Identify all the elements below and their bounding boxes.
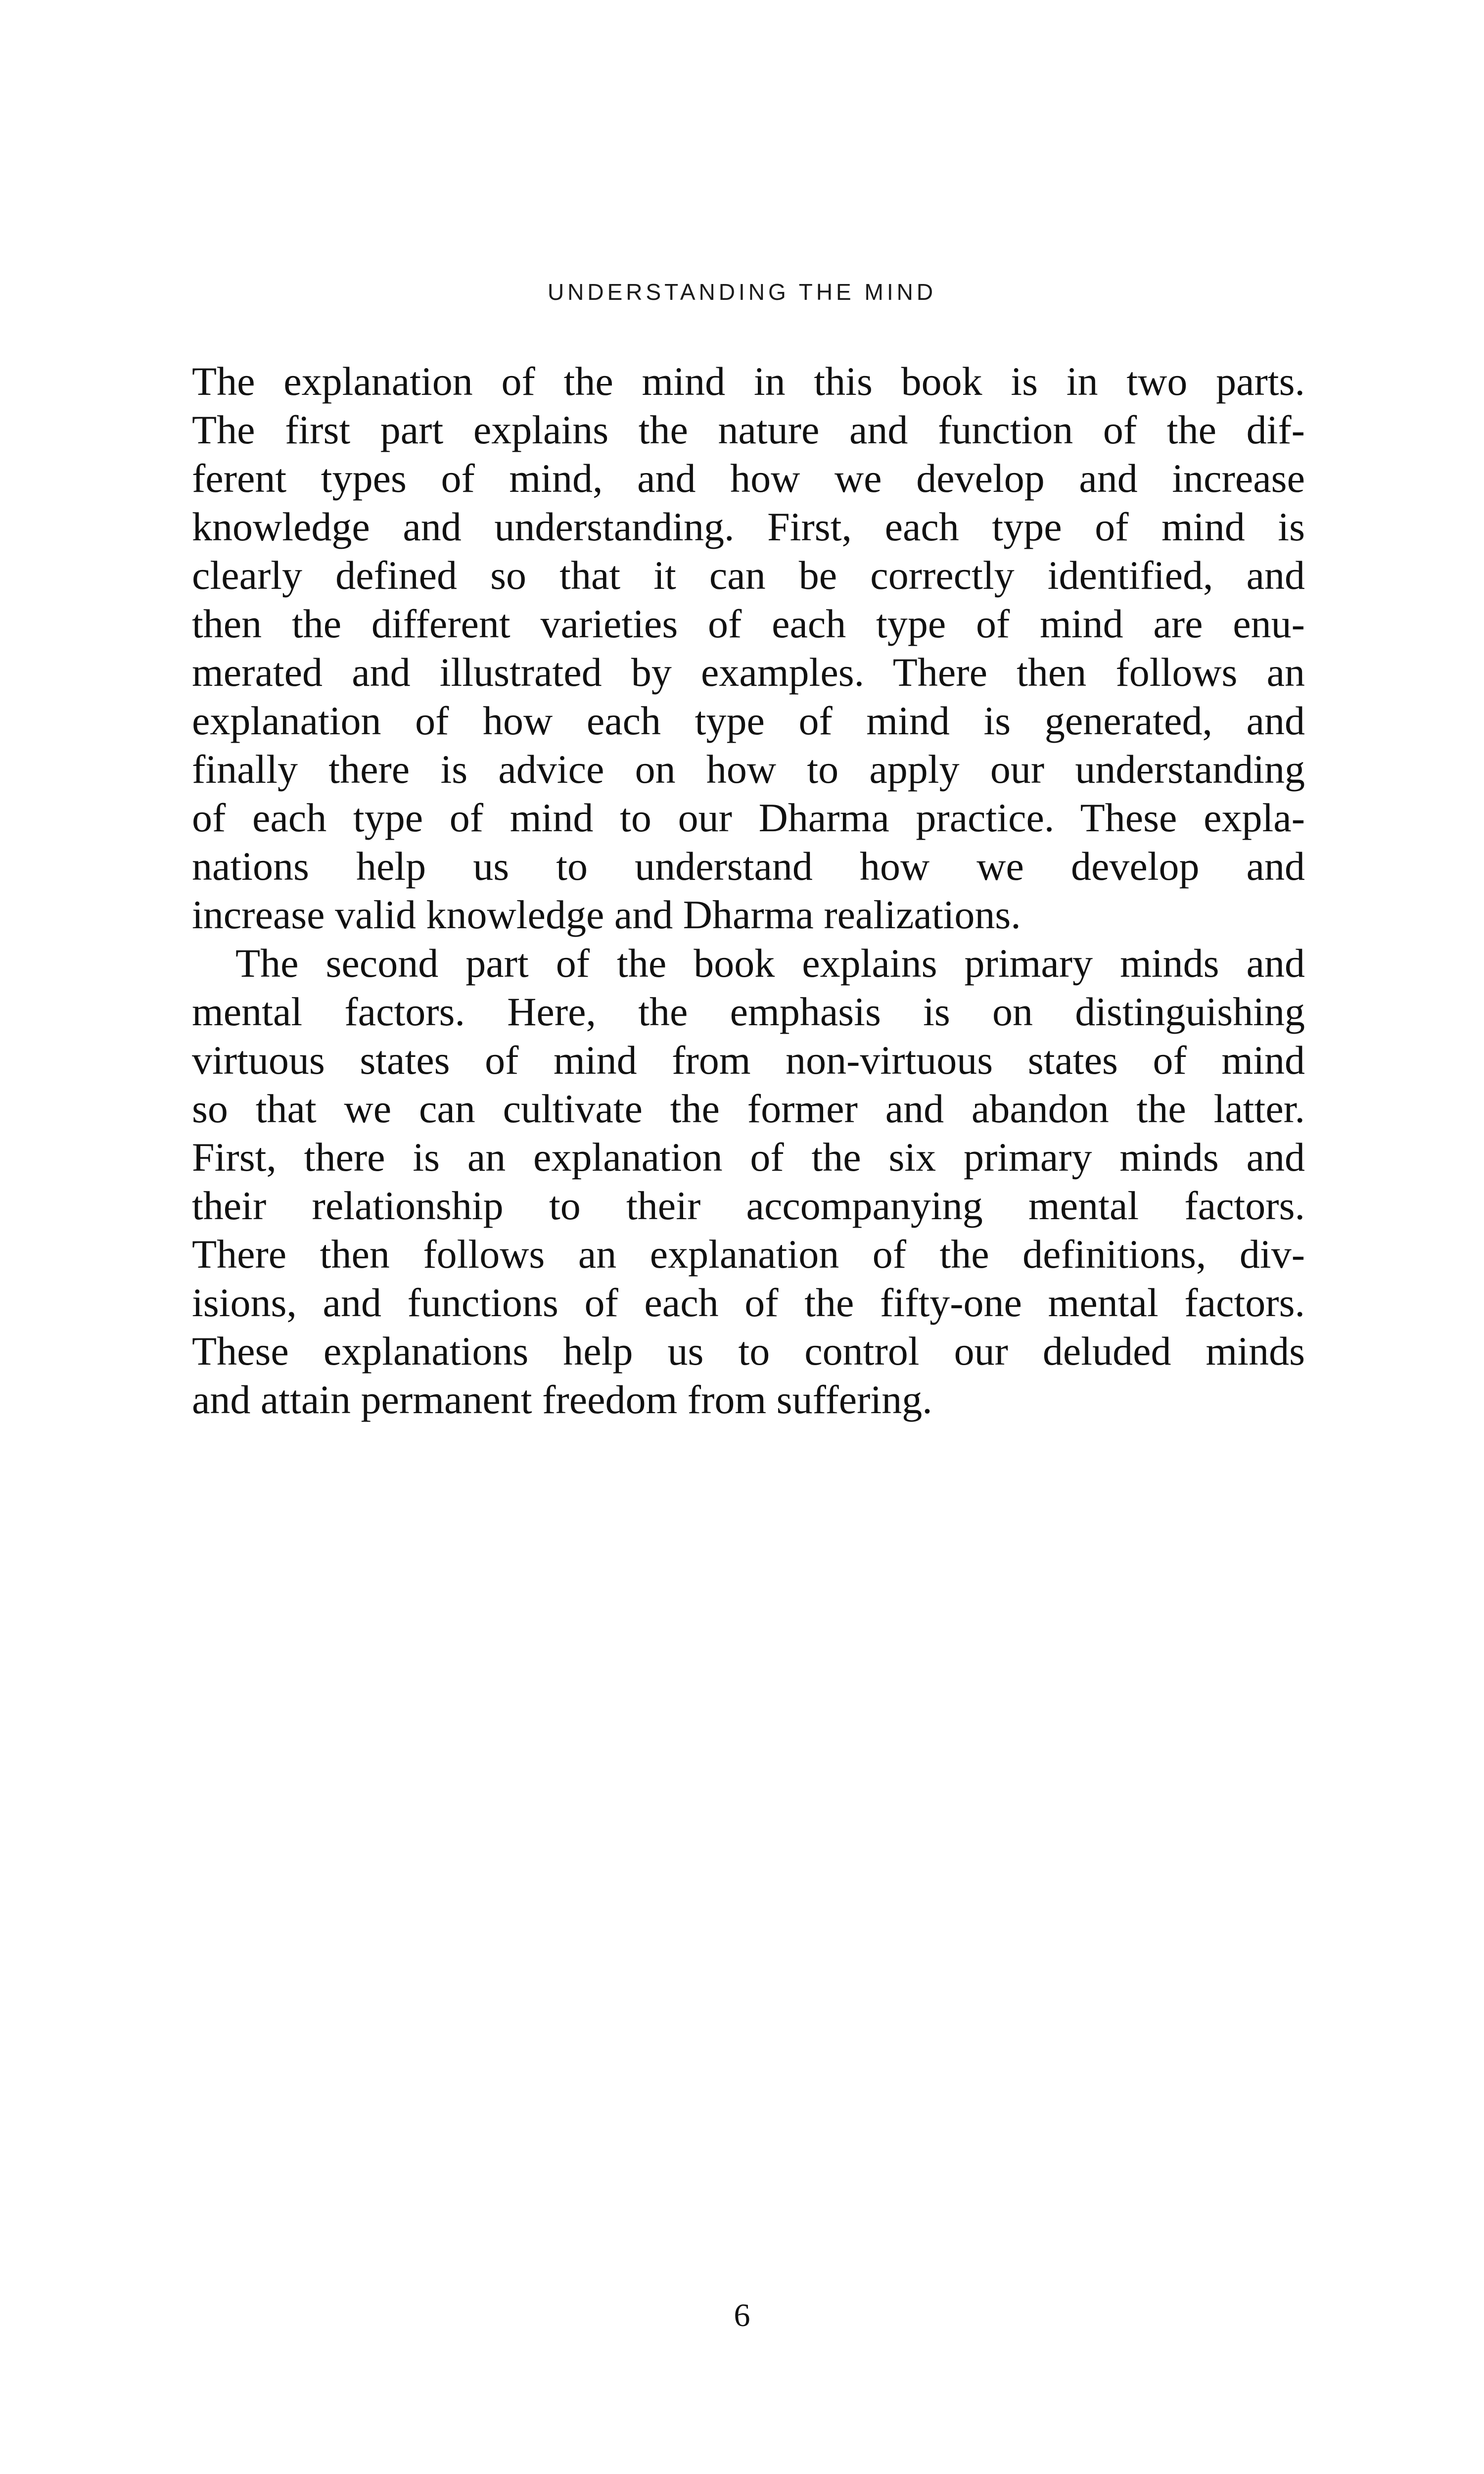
text-line: clearly defined so that it can be correctly identified, and xyxy=(192,553,1305,598)
text-line: so that we can cultivate the former and abandon the latter. xyxy=(192,1086,1305,1131)
text-line: their relationship to their accompanying mental factors. xyxy=(192,1183,1305,1228)
text-line: There then follows an explanation of the definitions, div- xyxy=(192,1232,1305,1277)
text-line: First, there is an explanation of the six primary minds and xyxy=(192,1135,1305,1180)
text-line: The explanation of the mind in this book is in two parts. xyxy=(192,359,1305,404)
text-line: virtuous states of mind from non-virtuous states of mind xyxy=(192,1038,1305,1083)
text-line: finally there is advice on how to apply our understanding xyxy=(192,747,1305,792)
body-text xyxy=(192,357,1305,1424)
page-number: 6 xyxy=(734,2297,750,2333)
text-line: These explanations help us to control our deluded minds xyxy=(192,1329,1305,1374)
text-line: isions, and functions of each of the fifty-one mental factors. xyxy=(192,1280,1305,1325)
text-line: merated and illustrated by examples. There then follows an xyxy=(192,650,1305,695)
text-line: The second part of the book explains primary minds and xyxy=(235,941,1305,986)
text-line: of each type of mind to our Dharma practice. These expla- xyxy=(192,795,1305,840)
text-line: knowledge and understanding. First, each type of mind is xyxy=(192,504,1305,549)
text-line: explanation of how each type of mind is generated, and xyxy=(192,698,1305,743)
text-line: mental factors. Here, the emphasis is on distinguishing xyxy=(192,989,1305,1034)
text-line: then the different varieties of each type of mind are enu- xyxy=(192,601,1305,646)
paragraph-2 xyxy=(192,939,1305,1424)
running-head: UNDERSTANDING THE MIND xyxy=(547,279,937,305)
text-line: increase valid knowledge and Dharma realizations. xyxy=(192,892,1021,937)
text-line: ferent types of mind, and how we develop and increase xyxy=(192,456,1305,501)
paragraph-1 xyxy=(192,357,1305,939)
text-line: nations help us to understand how we develop and xyxy=(192,844,1305,889)
text-line: The first part explains the nature and function of the dif- xyxy=(192,407,1305,452)
text-line: and attain permanent freedom from suffering. xyxy=(192,1377,932,1422)
